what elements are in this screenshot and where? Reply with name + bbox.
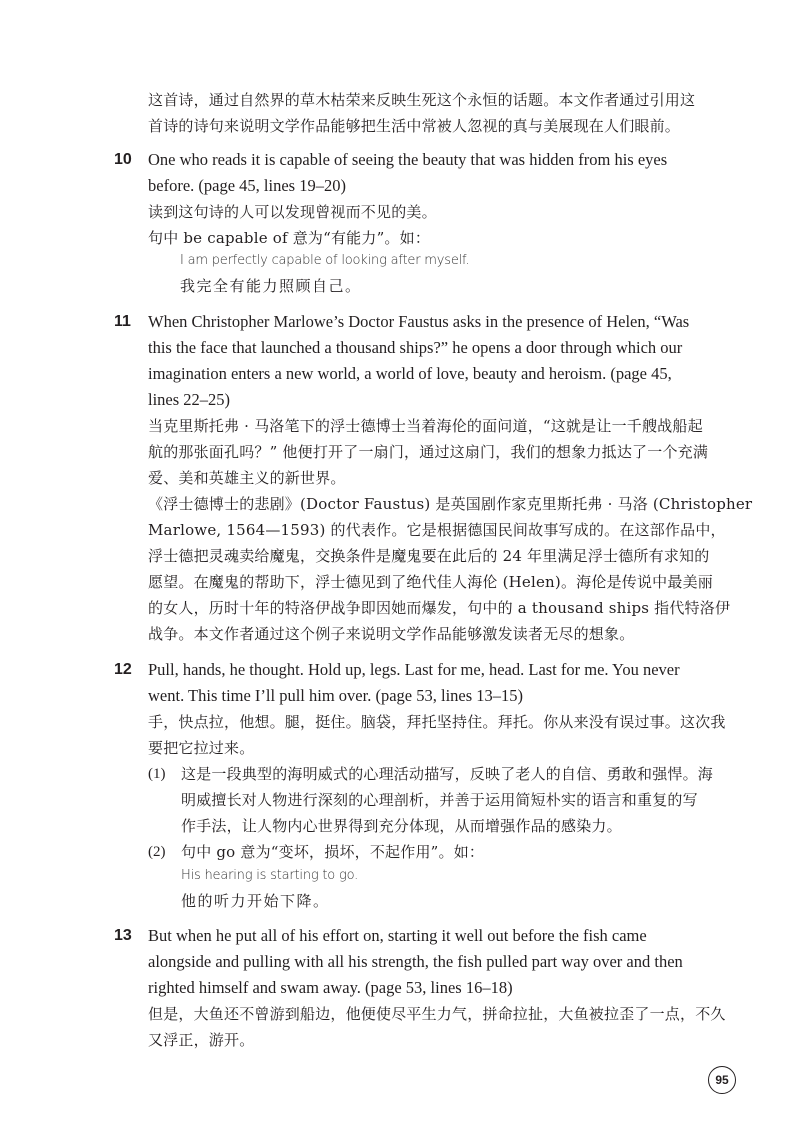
- note-chinese-line: 要把它拉过来。: [148, 739, 255, 757]
- note-number: 12: [114, 661, 132, 678]
- note-english-line: But when he put all of his effort on, starting it well out before the fish came: [148, 926, 647, 945]
- note-chinese-line: 手，快点拉，他想。腿，挺住。脑袋，拜托坚持住。拜托。你从来没有误过事。这次我: [148, 713, 726, 731]
- note-chinese-line: Marlowe, 1564—1593) 的代表作。它是根据德国民间故事写成的。在这部作品中，: [148, 521, 726, 539]
- note-chinese-line: 句中 be capable of 意为“有能力”。如：: [148, 229, 431, 247]
- note-chinese-line: 又浮正，游开。: [148, 1031, 255, 1049]
- page-number: 95: [708, 1066, 736, 1094]
- sub-point-label: (2): [148, 844, 166, 860]
- sub-point-label: (1): [148, 766, 166, 782]
- note-chinese-line: 但是，大鱼还不曾游到船边，他便使尽平生力气，拼命拉扯，大鱼被拉歪了一点，不久: [148, 1005, 726, 1023]
- note-english-line: Pull, hands, he thought. Hold up, legs. Last for me, head. Last for me. You never: [148, 660, 680, 679]
- sub-point-line: 句中 go 意为“变坏，损坏，不起作用”。如：: [181, 843, 485, 861]
- intro-line: 这首诗，通过自然界的草木枯荣来反映生死这个永恒的话题。本文作者通过引用这: [148, 91, 696, 109]
- note-chinese-line: 的女人，历时十年的特洛伊战争即因她而爆发，句中的 a thousand ships 指代特洛伊: [148, 599, 731, 617]
- note-number: 11: [114, 313, 131, 330]
- sub-point-line: 明威擅长对人物进行深刻的心理剖析，并善于运用简短朴实的语言和重复的写: [181, 791, 698, 809]
- note-english-line: One who reads it is capable of seeing the beauty that was hidden from his eyes: [148, 150, 668, 169]
- note-english-line: alongside and pulling with all his strength, the fish pulled part way over and then: [148, 952, 683, 971]
- note-number: 10: [114, 151, 132, 168]
- example-english: His hearing is starting to go.: [181, 868, 359, 883]
- note-english-line: went. This time I’ll pull him over. (page 53, lines 13–15): [148, 686, 524, 705]
- note-english-line: before. (page 45, lines 19–20): [148, 176, 346, 195]
- example-chinese: 我完全有能力照顾自己。: [180, 277, 362, 295]
- note-chinese-line: 爱、美和英雄主义的新世界。: [148, 469, 346, 487]
- note-english-line: this the face that launched a thousand ships?” he opens a door through which our: [148, 338, 683, 357]
- example-english: I am perfectly capable of looking after myself.: [180, 253, 470, 268]
- note-chinese-line: 浮士德把灵魂卖给魔鬼，交换条件是魔鬼要在此后的 24 年里满足浮士德所有求知的: [148, 547, 710, 565]
- sub-point-line: 作手法，让人物内心世界得到充分体现，从而增强作品的感染力。: [181, 817, 622, 835]
- sub-point-line: 这是一段典型的海明威式的心理活动描写，反映了老人的自信、勇敢和强悍。海: [181, 765, 714, 783]
- note-chinese-line: 《浮士德博士的悲剧》(Doctor Faustus) 是英国剧作家克里斯托弗 · 马洛 (Christopher: [148, 495, 753, 513]
- note-english-line: imagination enters a new world, a world of love, beauty and heroism. (page 45,: [148, 364, 672, 383]
- note-chinese-line: 当克里斯托弗 · 马洛笔下的浮士德博士当着海伦的面问道，“这就是让一千艘战船起: [148, 417, 703, 435]
- example-chinese: 他的听力开始下降。: [181, 892, 330, 910]
- note-chinese-line: 战争。本文作者通过这个例子来说明文学作品能够激发读者无尽的想象。: [148, 625, 635, 643]
- note-english-line: lines 22–25): [148, 390, 231, 409]
- note-chinese-line: 航的那张面孔吗？” 他便打开了一扇门，通过这扇门，我们的想象力抵达了一个充满: [148, 443, 709, 461]
- note-number: 13: [114, 927, 132, 944]
- intro-line: 首诗的诗句来说明文学作品能够把生活中常被人忽视的真与美展现在人们眼前。: [148, 117, 681, 135]
- note-english-line: When Christopher Marlowe’s Doctor Faustus asks in the presence of Helen, “Was: [148, 312, 690, 331]
- note-english-line: righted himself and swam away. (page 53, lines 16–18): [148, 978, 513, 997]
- note-chinese-line: 愿望。在魔鬼的帮助下，浮士德见到了绝代佳人海伦 (Helen)。海伦是传说中最美丽: [148, 573, 713, 591]
- note-chinese-line: 读到这句诗的人可以发现曾视而不见的美。: [148, 203, 437, 221]
